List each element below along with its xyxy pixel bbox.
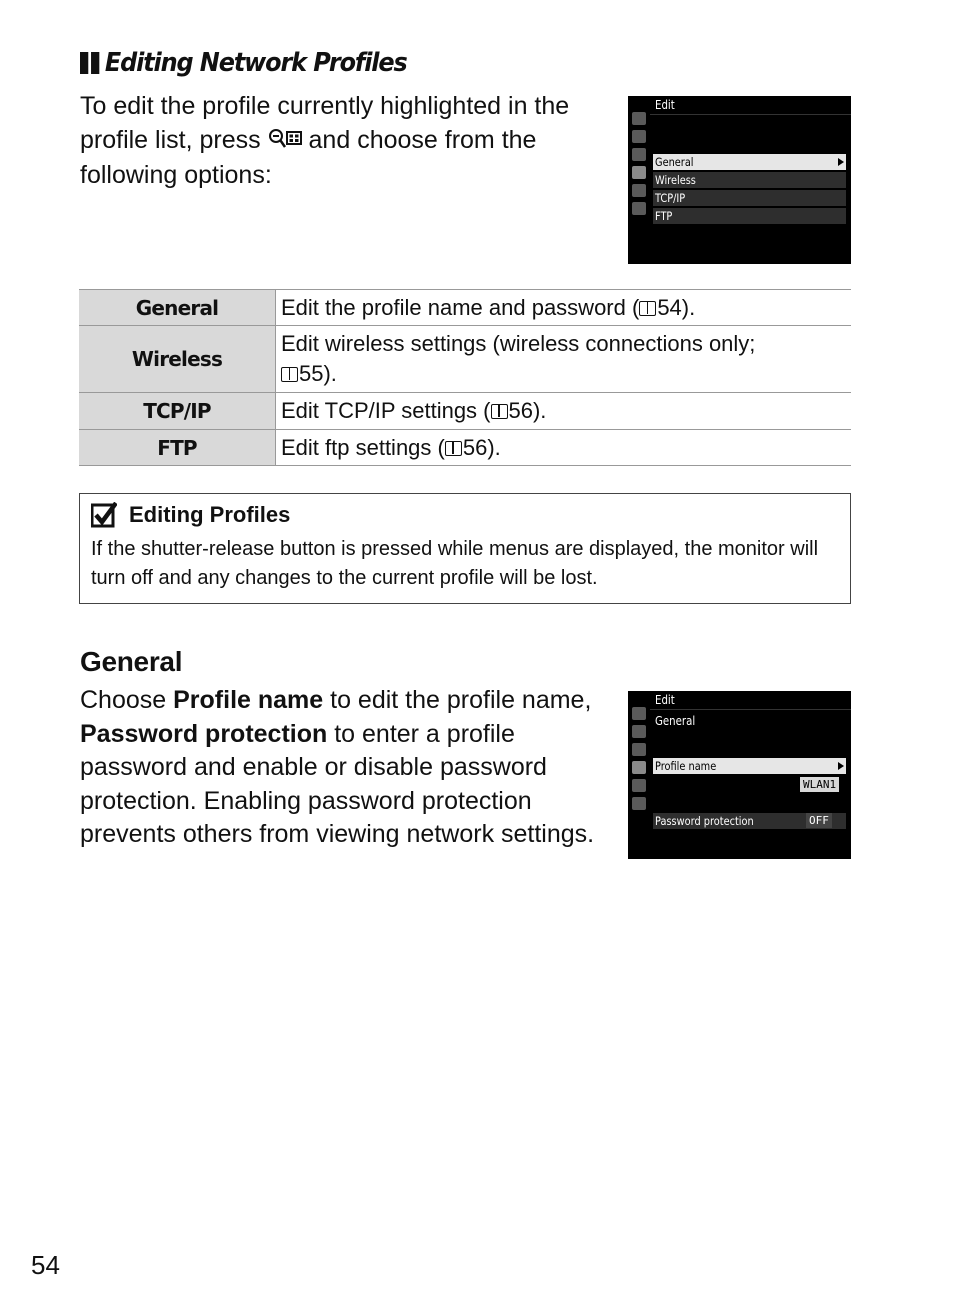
arrow-right-icon xyxy=(838,158,844,166)
section-marker-icon xyxy=(80,52,99,74)
table-row xyxy=(79,290,851,326)
screen-title: Edit xyxy=(655,98,675,112)
section-heading xyxy=(80,48,407,78)
menu-item-ftp[interactable]: FTP xyxy=(653,208,846,224)
pencil-tab-icon xyxy=(632,148,646,161)
section-title: Editing Network Profiles xyxy=(104,48,407,78)
camera-edit-menu-screenshot xyxy=(628,96,851,264)
menu-item-profile-name[interactable]: Profile name xyxy=(653,758,846,774)
book-icon xyxy=(281,367,298,382)
retouch-tab-icon xyxy=(632,779,646,792)
menu-item-general[interactable]: General xyxy=(653,154,846,170)
option-key: General xyxy=(79,290,276,326)
menu-item-tcpip[interactable]: TCP/IP xyxy=(653,190,846,206)
profile-name-value: WLAN1 xyxy=(800,777,839,792)
note-box xyxy=(79,493,851,604)
menu-item-wireless[interactable]: Wireless xyxy=(653,172,846,188)
book-icon xyxy=(445,441,462,456)
my-menu-tab-icon xyxy=(632,797,646,810)
menu-tab-column xyxy=(628,110,650,264)
playback-tab-icon xyxy=(632,112,646,125)
playback-tab-icon xyxy=(632,707,646,720)
zoom-out-thumbnail-icon xyxy=(268,126,302,160)
option-description: Edit ftp settings ( 56). xyxy=(276,430,852,466)
option-description: Edit the profile name and password ( 54). xyxy=(276,290,852,326)
table-row xyxy=(79,430,851,466)
password-protection-term: Password protection xyxy=(80,719,328,748)
option-key: TCP/IP xyxy=(79,393,276,430)
retouch-tab-icon xyxy=(632,184,646,197)
menu-tab-column xyxy=(628,705,650,859)
wrench-tab-icon xyxy=(632,761,646,774)
profile-name-term: Profile name xyxy=(173,686,324,714)
option-description: Edit TCP/IP settings ( 56). xyxy=(276,393,852,430)
check-mark-icon xyxy=(91,502,117,528)
camera-general-menu-screenshot xyxy=(628,691,851,859)
general-heading: General xyxy=(80,646,183,677)
screen-title: Edit xyxy=(655,693,675,707)
general-paragraph: Choose Profile name to edit the profile name, Password protection to enter a profile password and enable or disable password protection. Enabling password protection prevents others from viewing network settings. xyxy=(80,686,595,849)
arrow-right-icon xyxy=(838,762,844,770)
screen-subtitle: General xyxy=(655,714,696,728)
wrench-tab-icon xyxy=(632,166,646,179)
note-title: Editing Profiles xyxy=(129,502,291,527)
book-icon xyxy=(639,301,656,316)
page-number: 54 xyxy=(31,1250,60,1280)
password-protection-value: OFF xyxy=(806,813,832,828)
pencil-tab-icon xyxy=(632,743,646,756)
option-key: FTP xyxy=(79,430,276,466)
table-row xyxy=(79,326,851,393)
camera-tab-icon xyxy=(632,130,646,143)
book-icon xyxy=(491,404,508,419)
note-text: If the shutter-release button is pressed while menus are displayed, the monitor will turn off and any changes to the current profile will be lost. xyxy=(91,538,819,589)
camera-tab-icon xyxy=(632,725,646,738)
menu-item-password-protection[interactable]: Password protection xyxy=(653,813,846,829)
option-key: Wireless xyxy=(79,326,276,393)
option-description: Edit wireless settings (wireless connections only; 55). xyxy=(276,326,852,393)
options-table xyxy=(79,289,851,466)
my-menu-tab-icon xyxy=(632,202,646,215)
intro-paragraph: To edit the profile currently highlighted in the profile list, press and choose from the following options: xyxy=(80,92,570,190)
table-row xyxy=(79,393,851,430)
